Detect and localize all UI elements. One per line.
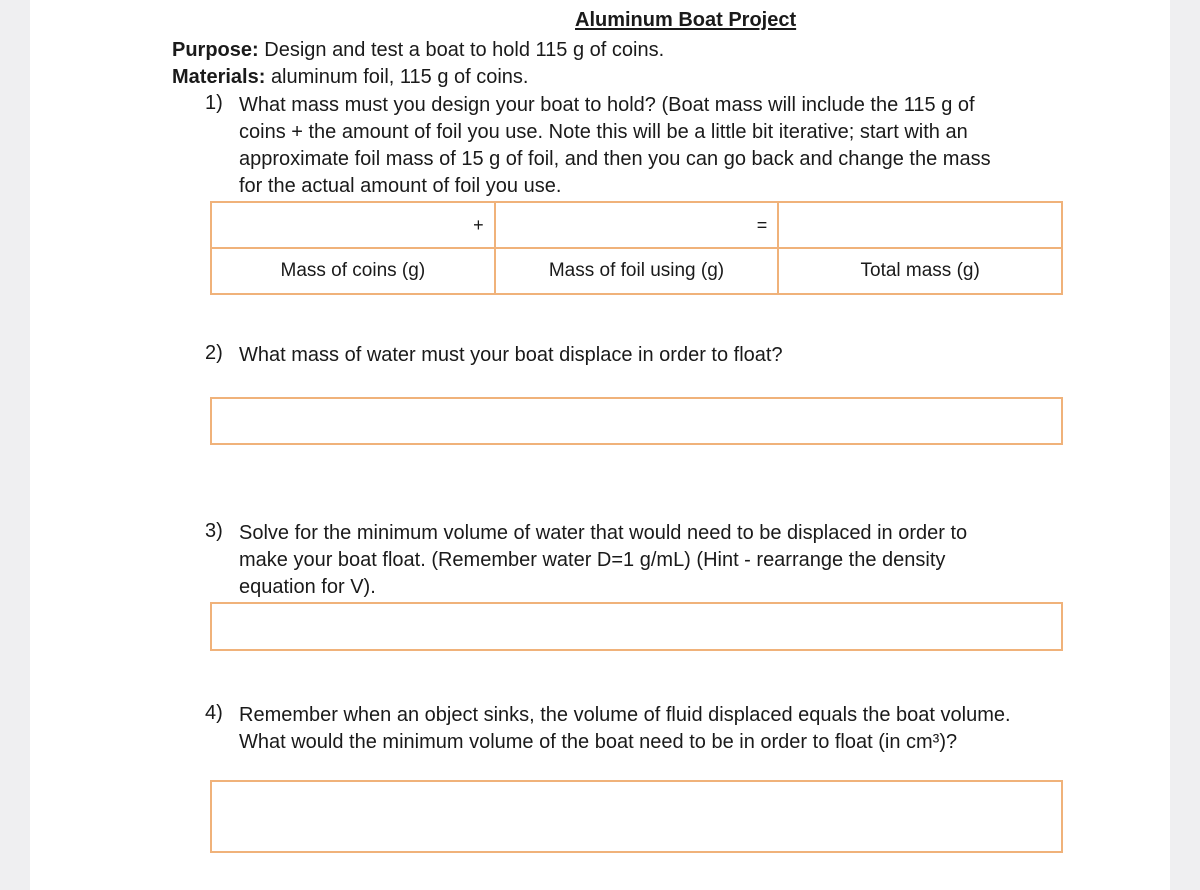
question-2-text bbox=[239, 342, 783, 369]
question-3-line: equation for V). bbox=[239, 576, 376, 598]
total-mass-header: Total mass (g) bbox=[778, 248, 1062, 294]
question-3-line: make your boat float. (Remember water D=1 g/mL) (Hint - rearrange the density bbox=[239, 549, 946, 571]
question-1-line: What mass must you design your boat to hold? (Boat mass will include the 115 g of bbox=[239, 94, 975, 116]
purpose-text: Design and test a boat to hold 115 g of coins. bbox=[264, 39, 665, 61]
question-1-text bbox=[239, 92, 991, 200]
coins-mass-cell[interactable]: + bbox=[211, 202, 495, 248]
question-2-line: What mass of water must your boat displace in order to float? bbox=[239, 344, 783, 366]
question-1-line: coins + the amount of foil you use. Note this will be a little bit iterative; start with an bbox=[239, 121, 968, 143]
page-title: Aluminum Boat Project bbox=[575, 9, 797, 31]
question-1-number: 1) bbox=[205, 92, 223, 114]
mass-coins-header: Mass of coins (g) bbox=[211, 248, 495, 294]
question-2-number: 2) bbox=[205, 342, 223, 364]
answer-box-2[interactable] bbox=[210, 397, 1063, 445]
question-4-line: What would the minimum volume of the boat need to be in order to float (in cm³)? bbox=[239, 731, 958, 753]
mass-table bbox=[210, 201, 1063, 295]
materials-line bbox=[172, 64, 528, 91]
purpose-line bbox=[172, 37, 664, 64]
mass-foil-header: Mass of foil using (g) bbox=[495, 248, 779, 294]
answer-box-3[interactable] bbox=[210, 602, 1063, 651]
purpose-label: Purpose: bbox=[172, 39, 259, 61]
question-1-line: approximate foil mass of 15 g of foil, and then you can go back and change the mass bbox=[239, 148, 991, 170]
question-3-line: Solve for the minimum volume of water that would need to be displaced in order to bbox=[239, 522, 968, 544]
foil-mass-cell[interactable]: = bbox=[495, 202, 779, 248]
question-3-number: 3) bbox=[205, 520, 223, 542]
question-1-line: for the actual amount of foil you use. bbox=[239, 175, 562, 197]
question-4-text bbox=[239, 702, 1011, 756]
mass-header-row bbox=[211, 248, 1062, 294]
answer-box-4[interactable] bbox=[210, 780, 1063, 853]
materials-label: Materials: bbox=[172, 66, 266, 88]
question-4-line: Remember when an object sinks, the volume of fluid displaced equals the boat volume. bbox=[239, 704, 1011, 726]
total-mass-cell[interactable] bbox=[778, 202, 1062, 248]
question-3-text bbox=[239, 520, 967, 601]
question-4-number: 4) bbox=[205, 702, 223, 724]
mass-input-row bbox=[211, 202, 1062, 248]
materials-text: aluminum foil, 115 g of coins. bbox=[270, 66, 529, 88]
